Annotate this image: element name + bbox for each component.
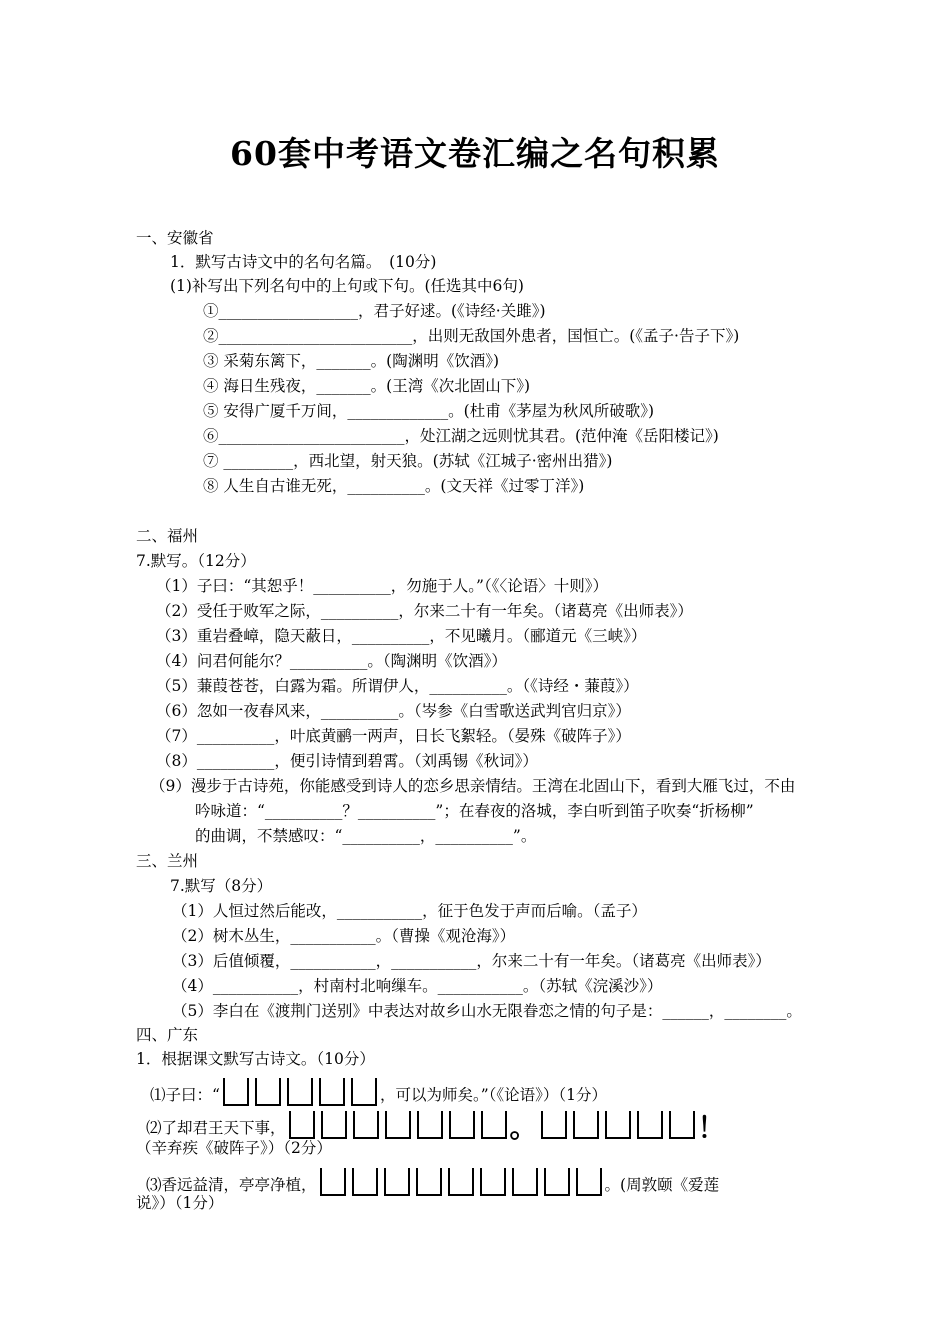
answer-box[interactable] — [287, 1078, 313, 1106]
quote-item: ⑥________________________，处江湖之远则忧其君。(范仲淹《岳阳楼记》) — [203, 427, 719, 445]
section-heading: 三、兰州 — [136, 852, 199, 870]
answer-box[interactable] — [481, 1111, 507, 1139]
quote-item: ①__________________，君子好逑。(《诗经·关雎》) — [203, 302, 546, 320]
quote-prefix: ⑶香远益清，亭亭净植， — [146, 1176, 317, 1194]
question-line: 1．默写古诗文中的名句名篇。 (10分) — [170, 253, 437, 271]
question-line: 7.默写（8分） — [170, 877, 273, 895]
answer-box[interactable] — [289, 1111, 315, 1139]
answer-box[interactable] — [544, 1168, 570, 1196]
quote-suffix: ，可以为师矣。”（《论语》）（1分） — [379, 1086, 607, 1104]
answer-box[interactable] — [416, 1168, 442, 1196]
quote-item: （3）后值倾覆，___________，___________，尔来二十有一年矣。（诸葛亮《出师表》） — [172, 952, 771, 970]
quote-item: ③ 采菊东篱下，_______。(陶渊明《饮酒》) — [203, 352, 500, 370]
quote-item-boxes — [146, 1168, 719, 1196]
answer-box[interactable] — [637, 1111, 663, 1139]
quote-item: ⑧ 人生自古谁无死，__________。(文天祥《过零丁洋》) — [203, 477, 585, 495]
quote-source: 说》）（1分） — [136, 1194, 224, 1212]
question-instruction: (1)补写出下列名句中的上句或下句。(任选其中6句) — [170, 277, 524, 295]
answer-box[interactable] — [319, 1078, 345, 1106]
quote-item: （1）人恒过然后能改，___________，征于色发于声而后喻。（孟子） — [172, 902, 647, 920]
section-heading: 二、福州 — [136, 527, 199, 545]
quote-item: ④ 海日生残夜，_______。(王湾《次北固山下》) — [203, 377, 531, 395]
question-line: 7.默写。（12分） — [136, 552, 256, 570]
page-title: 60套中考语文卷汇编之名句积累 — [230, 134, 720, 173]
answer-box[interactable] — [480, 1168, 506, 1196]
quote-prefix: ⑵了却君王天下事， — [146, 1119, 286, 1137]
quote-item: ⑦ _________，西北望，射天狼。(苏轼《江城子·密州出猎》) — [203, 452, 613, 470]
quote-item: （8）__________，便引诗情到碧霄。（刘禹锡《秋词》） — [156, 752, 538, 770]
quote-item: ②_________________________，出则无敌国外患者，国恒亡。(《孟子·告子下》) — [203, 327, 740, 345]
answer-box[interactable] — [223, 1078, 249, 1106]
answer-box[interactable] — [352, 1168, 378, 1196]
punctuation-mark: ！ — [697, 1111, 726, 1144]
quote-item: （4）问君何能尔？__________。（陶渊明《饮酒》） — [156, 652, 507, 670]
quote-suffix: 。(周敦颐《爱莲 — [604, 1176, 720, 1194]
quote-source: （辛弃疾《破阵子》）（2分） — [136, 1139, 332, 1157]
answer-box[interactable] — [255, 1078, 281, 1106]
quote-item-boxes — [150, 1078, 607, 1106]
quote-item: （5）李白在《渡荆门送别》中表达对故乡山水无限眷恋之情的句子是：______，________。 — [172, 1002, 802, 1020]
punctuation-mark: 。 — [509, 1111, 538, 1144]
quote-item: （2）树木丛生，___________。（曹操《观沧海》） — [172, 927, 516, 945]
question-line: 1．根据课文默写古诗文。（10分） — [136, 1050, 375, 1068]
answer-box[interactable] — [573, 1111, 599, 1139]
quote-item: 的曲调，不禁感叹：“__________，__________”。 — [195, 827, 537, 845]
answer-box[interactable] — [385, 1111, 411, 1139]
quote-item: 吟咏道：“__________？__________”；在春夜的洛城，李白听到笛子吹奏“折杨柳” — [195, 802, 754, 820]
answer-box[interactable] — [384, 1168, 410, 1196]
quote-item: （1）子曰：“其恕乎！__________，勿施于人。”（《〈论语〉十则》） — [156, 577, 608, 595]
quote-item: （2）受任于败军之际，__________，尔来二十有一年矣。（诸葛亮《出师表》） — [156, 602, 693, 620]
quote-item: （4）___________，村南村北响缫车。___________。（苏轼《浣溪沙》） — [172, 977, 663, 995]
answer-box[interactable] — [321, 1111, 347, 1139]
answer-box[interactable] — [353, 1111, 379, 1139]
quote-item: ⑤ 安得广厦千万间，_____________。(杜甫《茅屋为秋风所破歌》) — [203, 402, 655, 420]
quote-prefix: ⑴子曰：“ — [150, 1086, 220, 1104]
answer-box[interactable] — [417, 1111, 443, 1139]
quote-item: （5）蒹葭苍苍，白露为霜。所谓伊人，__________。（《诗经・蒹葭》） — [156, 677, 639, 695]
answer-box[interactable] — [320, 1168, 346, 1196]
answer-box[interactable] — [512, 1168, 538, 1196]
answer-box[interactable] — [448, 1168, 474, 1196]
answer-box[interactable] — [351, 1078, 377, 1106]
quote-item: （6）忽如一夜春风来，__________。（岑参《白雪歌送武判官归京》） — [156, 702, 631, 720]
answer-box[interactable] — [669, 1111, 695, 1139]
answer-box[interactable] — [605, 1111, 631, 1139]
section-heading: 一、安徽省 — [136, 229, 214, 247]
answer-box[interactable] — [541, 1111, 567, 1139]
quote-item-boxes — [146, 1111, 726, 1144]
answer-box[interactable] — [576, 1168, 602, 1196]
quote-item: （9）漫步于古诗苑，你能感受到诗人的恋乡思亲情结。王湾在北固山下，看到大雁飞过，不由 — [150, 777, 796, 795]
quote-item: （3）重岩叠嶂，隐天蔽日，__________，不见曦月。（郦道元《三峡》） — [156, 627, 647, 645]
section-heading: 四、广东 — [136, 1026, 199, 1044]
answer-box[interactable] — [449, 1111, 475, 1139]
quote-item: （7）__________，叶底黄鹂一两声，日长飞絮轻。（晏殊《破阵子》） — [156, 727, 631, 745]
